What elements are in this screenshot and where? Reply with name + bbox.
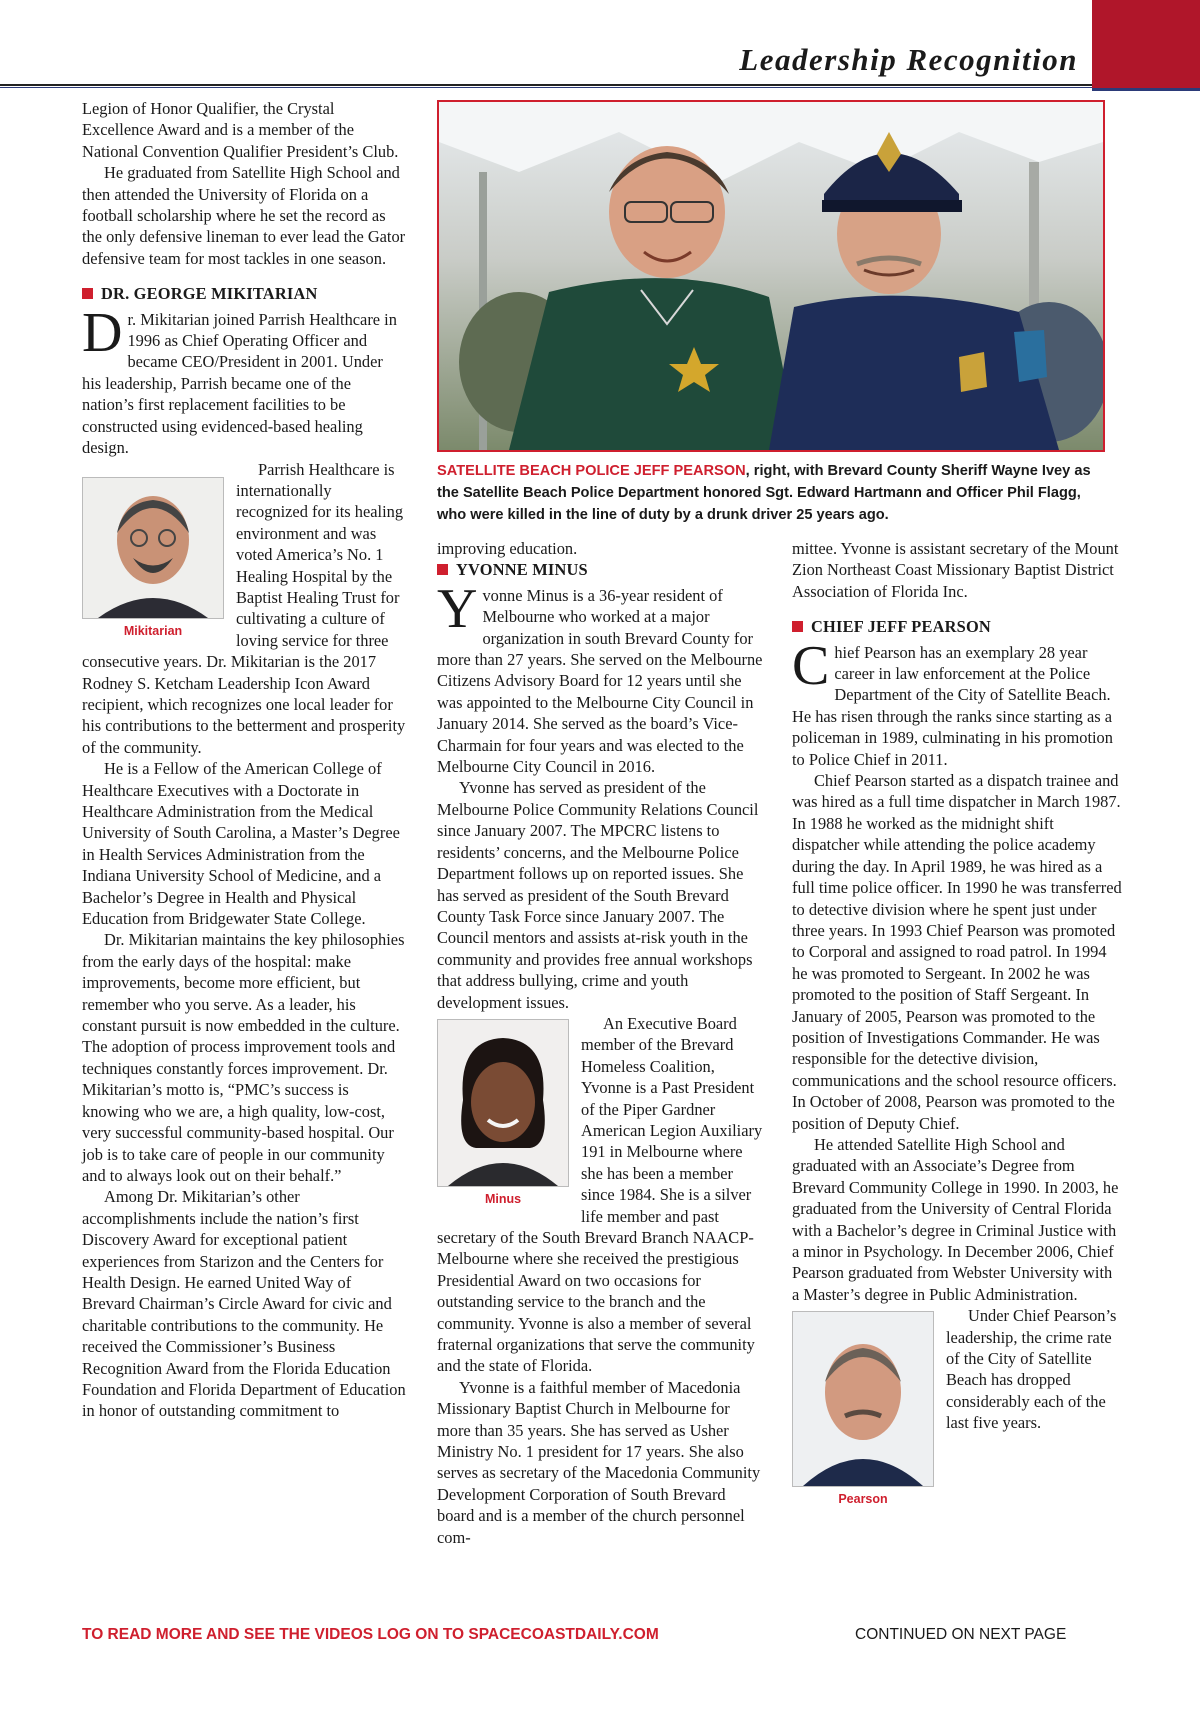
portrait-illustration xyxy=(438,1020,568,1186)
pearson-portrait xyxy=(792,1311,934,1510)
paragraph: He is a Fellow of the American College of Healthcare Executives with a Doctorate in Healthcare Administration from the Medical University of South Carolina, a Master’s Degree in Health Services Administration from the Indiana University School of Medicine, and a Bachelor’s Degree in Health and Physical Education from Bridgewater State College. xyxy=(82,759,400,929)
portrait-label: Mikitarian xyxy=(123,623,183,638)
paragraph-text: vonne Minus is a 36-year resident of Melbourne who worked at a major organization in south Brevard County for more than 27 years. She served on the Melbourne Citizens Advisory Board for 12 years until she was appointed to the Melbourne City Council in January 2014. She served as the board’s Vice-Charmain for four years and was elected to the Melbourne City Council in 2016. xyxy=(437,585,763,777)
website-link[interactable]: TO READ MORE AND SEE THE VIDEOS LOG ON TO SPACECOASTDAILY.COM xyxy=(82,1626,659,1643)
paragraph-text: He attended Satellite High School and graduated with an Associate’s Degree from Brevard Community College in 1990. In 2003, he graduated from the University of Central Florida with a Bachelor’s degree in Criminal Justice with a minor in Psychology. In December 2006, Chief Pearson graduated from Webster University with a Master’s degree in Public Administration. xyxy=(792,1134,1119,1304)
caption-lead: SATELLITE BEACH POLICE JEFF PEARSON xyxy=(437,463,746,479)
portrait-illustration xyxy=(83,478,223,618)
portrait-illustration xyxy=(793,1312,933,1486)
portrait-photo xyxy=(82,477,224,619)
drop-cap: D xyxy=(82,301,123,364)
minus-portrait xyxy=(437,1019,569,1210)
section-heading-mikitarian xyxy=(82,283,406,304)
paragraph: An Executive Board member of the Brevard Homeless Coalition, Yvonne is a Past President of the Piper Gardner American Legion Auxiliary 191 in Melbourne where she has been a member since 1984. She is a silver life member and past secretary of the South Brevard Branch NAACP-Melbourne where she received the prestigious Presidential Award on two occasions for outstanding service to the branch and the community. Yvonne is also a member of several fraternal organizations that serve the community and the state of Florida. xyxy=(437,1013,763,1376)
paragraph xyxy=(792,1134,1122,1305)
page-section-title: Leadership Recognition xyxy=(739,42,1078,77)
paragraph: Among Dr. Mikitarian’s other accomplishments include the nation’s first Discovery Award for exceptional patient experiences from Starizon and the Centers for Health Design. He earned United Way of Brevard Chairman’s Circle Award for civic and charitable contributions to the community. He received the Commissioner’s Business Recognition Award from the Florida Education Foundation and Florida Department of Education in honor of outstanding commitment to xyxy=(82,1187,406,1421)
section-heading-pearson xyxy=(792,616,1122,637)
paragraph: Dr. Mikitarian maintains the key philosophies from the early days of the hospital: make improvements, become more efficient, but remember who you serve. As a leader, his constant pursuit is now embedded in the culture. The adoption of process improvement tools and techniques constantly forces improvement. Dr. Mikitarian’s motto is, “PMC’s success is knowing who we are, a high quality, low-cost, very successful community-based hospital. Our job is to take care of people in our community and to always look out on their behalf.” xyxy=(82,930,405,1185)
heading-text: YVONNE MINUS xyxy=(456,560,588,580)
article-column-1 xyxy=(82,98,406,1422)
paragraph: Legion of Honor Qualifier, the Crystal Excellence Award and is a member of the National Convention Qualifier President’s Club. xyxy=(82,99,399,161)
photo-caption xyxy=(437,460,1105,526)
blue-accent-bar xyxy=(1092,88,1200,91)
paragraph-text: r. Mikitarian joined Parrish Healthcare in 1996 as Chief Operating Officer and became CEO/President in 2001. Under his leadership, Parrish became one of the nation’s first replacement facilities to be constructed using evidenced-based healing design. xyxy=(82,309,397,458)
paragraph: Yvonne is a faithful member of Macedonia Missionary Baptist Church in Melbourne for more than 35 years. She has served as Usher Ministry No. 1 president for 17 years. She also serves as secretary of the Macedonia Community Development Corporation of South Brevard board and is a member of the church personnel com- xyxy=(437,1377,761,1547)
paragraph: Under Chief Pearson’s leadership, the crime rate of the City of Satellite Beach has dropped considerably each of the last five years. xyxy=(946,1306,1117,1433)
paragraph xyxy=(437,577,763,778)
main-photo xyxy=(437,100,1105,452)
red-square-icon xyxy=(437,564,448,575)
paragraph-text: hief Pearson has an exemplary 28 year career in law enforcement at the Police Department of the City of Satellite Beach. He has risen through the ranks since starting as a policeman in 1989, culminating in his promotion to Police Chief in 2011. xyxy=(792,642,1113,769)
mikitarian-portrait xyxy=(82,477,224,642)
section-heading-minus xyxy=(437,559,763,580)
photo-illustration xyxy=(439,102,1103,450)
paragraph xyxy=(792,634,1122,770)
paragraph-text: Yvonne has served as president of the Melbourne Police Community Relations Council since January 2007. The MPCRC listens to residents’ concerns, and the Melbourne Police Department follows up on reported issues. She has served as president of the South Brevard County Task Force since January 2007. The Council mentors and assists at-risk youth in the community and provides free annual workshops that address bullying, crime and youth development issues. xyxy=(437,778,759,1012)
heading-text: DR. GEORGE MIKITARIAN xyxy=(101,284,318,304)
paragraph xyxy=(437,777,763,1012)
paragraph: mittee. Yvonne is assistant secretary of the Mount Zion Northeast Coast Missionary Baptist District Association of Florida Inc. xyxy=(792,539,1119,601)
caption-text: , right, with Brevard County Sheriff Wayne Ivey as the Satellite Beach Police Department honored Sgt. Edward Hartmann and Officer Phil Flagg, who were killed in the line of duty by a drunk driver 25 years ago. xyxy=(437,463,1091,523)
portrait-label: Pearson xyxy=(838,1492,888,1507)
header-rule xyxy=(0,84,1092,86)
drop-cap: C xyxy=(792,634,830,697)
header-rule-blue xyxy=(0,87,1092,88)
paragraph: improving education. xyxy=(437,539,578,558)
red-square-icon xyxy=(792,621,803,632)
paragraph: He graduated from Satellite High School and then attended the University of Florida on a football scholarship where he set the record as the only defensive lineman to ever lead the Gator defensive team for most tackles in one season. xyxy=(82,163,406,268)
portrait-photo xyxy=(792,1311,934,1487)
paragraph: Chief Pearson started as a dispatch trainee and was hired as a full time dispatcher in March 1987. In 1988 he worked as the midnight shift dispatcher while attending the police academy during the day. In April 1989, he was hired as a full time police officer. In 1990 he was transferred to detective division where he spent just under three years. In 1993 Chief Pearson was promoted to Corporal and assigned to road patrol. In 1994 he was promoted to Sergeant. In 2002 he was promoted to the position of Staff Sergeant. In January of 2005, Pearson was promoted to the position of Investigations Commander. He was responsible for the detective division, communications and the school resource officers. In October of 2008, Pearson was promoted to the position of Deputy Chief. xyxy=(792,771,1122,1133)
drop-cap: Y xyxy=(437,577,478,640)
article-column-3 xyxy=(792,538,1122,1515)
portrait-photo xyxy=(437,1019,569,1187)
paragraph: Parrish Healthcare is internationally recognized for its healing environment and was voted America’s No. 1 Healing Hospital by the Baptist Healing Trust for cultivating a culture of loving service for three consecutive years. Dr. Mikitarian is the 2017 Rodney S. Ketcham Leadership Icon Award recipient, which recognizes one local leader for his contributions to the betterment and prosperity of the community. xyxy=(82,459,406,757)
red-square-icon xyxy=(82,288,93,299)
heading-text: CHIEF JEFF PEARSON xyxy=(811,617,991,637)
article-column-2 xyxy=(437,538,763,1548)
portrait-label: Minus xyxy=(484,1191,522,1206)
continued-note: CONTINUED ON NEXT PAGE xyxy=(855,1626,1067,1643)
paragraph xyxy=(82,301,406,459)
red-corner-tab xyxy=(1092,0,1200,88)
